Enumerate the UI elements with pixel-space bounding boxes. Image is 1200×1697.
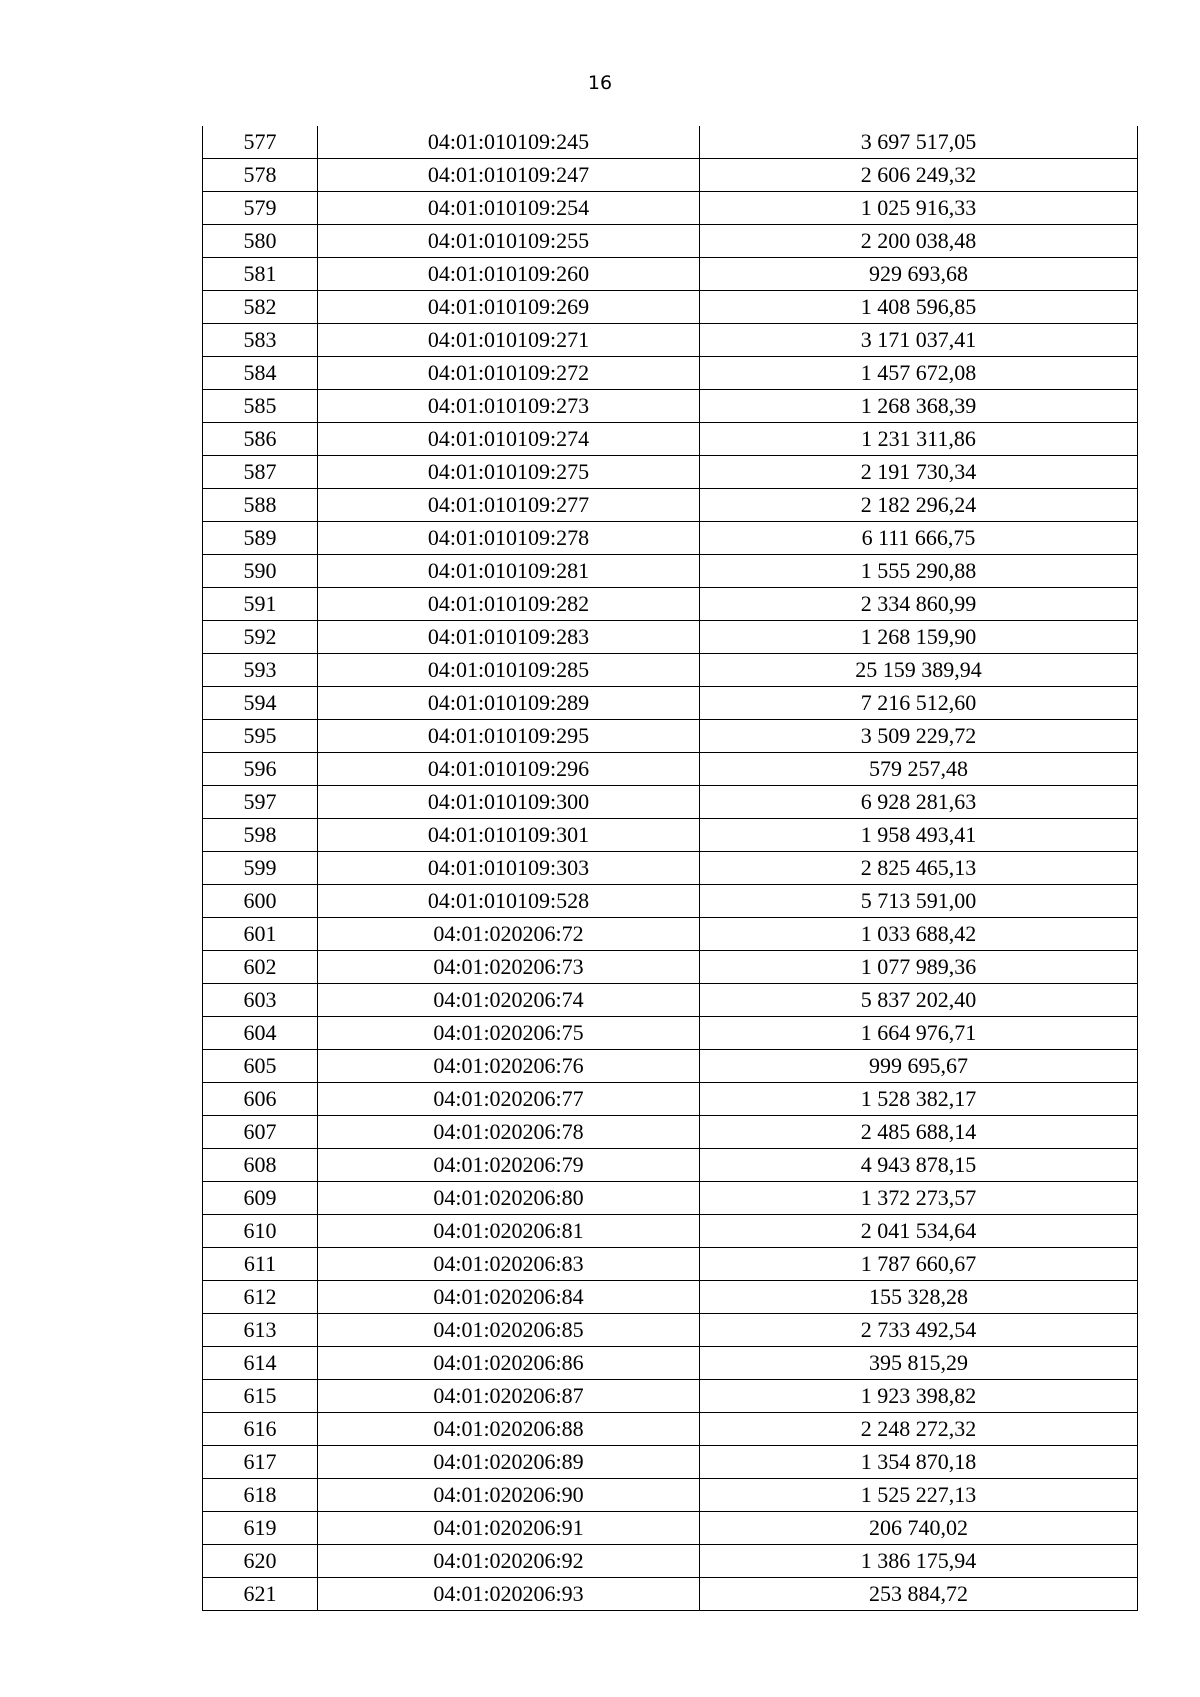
cadastral-number-cell: 04:01:010109:275 <box>318 456 700 489</box>
table-row <box>203 753 1138 786</box>
row-number-cell: 590 <box>203 555 318 588</box>
table-row <box>203 324 1138 357</box>
cadastral-number-cell: 04:01:020206:85 <box>318 1314 700 1347</box>
cadastral-number-cell: 04:01:020206:74 <box>318 984 700 1017</box>
cadastral-number-cell: 04:01:020206:81 <box>318 1215 700 1248</box>
value-cell: 1 923 398,82 <box>700 1380 1138 1413</box>
value-cell: 929 693,68 <box>700 258 1138 291</box>
row-number-cell: 599 <box>203 852 318 885</box>
cadastral-number-cell: 04:01:010109:301 <box>318 819 700 852</box>
row-number-cell: 585 <box>203 390 318 423</box>
cadastral-number-cell: 04:01:010109:528 <box>318 885 700 918</box>
cadastral-number-cell: 04:01:020206:92 <box>318 1545 700 1578</box>
cadastral-number-cell: 04:01:020206:93 <box>318 1578 700 1611</box>
value-cell: 5 713 591,00 <box>700 885 1138 918</box>
table-row <box>203 621 1138 654</box>
value-cell: 2 182 296,24 <box>700 489 1138 522</box>
cadastral-number-cell: 04:01:010109:295 <box>318 720 700 753</box>
value-cell: 1 386 175,94 <box>700 1545 1138 1578</box>
row-number-cell: 615 <box>203 1380 318 1413</box>
cadastral-number-cell: 04:01:010109:285 <box>318 654 700 687</box>
value-cell: 2 485 688,14 <box>700 1116 1138 1149</box>
value-cell: 206 740,02 <box>700 1512 1138 1545</box>
value-cell: 155 328,28 <box>700 1281 1138 1314</box>
row-number-cell: 583 <box>203 324 318 357</box>
cadastral-number-cell: 04:01:010109:281 <box>318 555 700 588</box>
cadastral-number-cell: 04:01:020206:73 <box>318 951 700 984</box>
table-row <box>203 1281 1138 1314</box>
table-row <box>203 1149 1138 1182</box>
page-number: 16 <box>587 72 613 94</box>
row-number-cell: 619 <box>203 1512 318 1545</box>
table-row <box>203 1413 1138 1446</box>
cadastral-number-cell: 04:01:020206:84 <box>318 1281 700 1314</box>
cadastral-number-cell: 04:01:020206:75 <box>318 1017 700 1050</box>
value-cell: 6 928 281,63 <box>700 786 1138 819</box>
table-row <box>203 1545 1138 1578</box>
table-row <box>203 192 1138 225</box>
value-cell: 1 077 989,36 <box>700 951 1138 984</box>
value-cell: 579 257,48 <box>700 753 1138 786</box>
cadastral-number-cell: 04:01:020206:76 <box>318 1050 700 1083</box>
cadastral-number-cell: 04:01:010109:300 <box>318 786 700 819</box>
value-cell: 2 334 860,99 <box>700 588 1138 621</box>
table-row <box>203 159 1138 192</box>
value-cell: 1 354 870,18 <box>700 1446 1138 1479</box>
value-cell: 2 191 730,34 <box>700 456 1138 489</box>
value-cell: 2 248 272,32 <box>700 1413 1138 1446</box>
table-row <box>203 291 1138 324</box>
row-number-cell: 616 <box>203 1413 318 1446</box>
table-row <box>203 456 1138 489</box>
row-number-cell: 579 <box>203 192 318 225</box>
cadastral-number-cell: 04:01:010109:260 <box>318 258 700 291</box>
table-row <box>203 258 1138 291</box>
row-number-cell: 602 <box>203 951 318 984</box>
value-cell: 7 216 512,60 <box>700 687 1138 720</box>
value-cell: 1 555 290,88 <box>700 555 1138 588</box>
value-cell: 1 372 273,57 <box>700 1182 1138 1215</box>
table-row <box>203 852 1138 885</box>
row-number-cell: 598 <box>203 819 318 852</box>
row-number-cell: 580 <box>203 225 318 258</box>
row-number-cell: 581 <box>203 258 318 291</box>
value-cell: 1 664 976,71 <box>700 1017 1138 1050</box>
table-row <box>203 555 1138 588</box>
cadastral-number-cell: 04:01:010109:245 <box>318 126 700 159</box>
row-number-cell: 597 <box>203 786 318 819</box>
value-cell: 2 200 038,48 <box>700 225 1138 258</box>
table-row <box>203 1314 1138 1347</box>
table-row <box>203 1479 1138 1512</box>
row-number-cell: 613 <box>203 1314 318 1347</box>
row-number-cell: 621 <box>203 1578 318 1611</box>
table-row <box>203 720 1138 753</box>
cadastral-number-cell: 04:01:010109:278 <box>318 522 700 555</box>
row-number-cell: 614 <box>203 1347 318 1380</box>
cadastral-number-cell: 04:01:010109:269 <box>318 291 700 324</box>
cadastral-number-cell: 04:01:010109:255 <box>318 225 700 258</box>
value-cell: 1 268 368,39 <box>700 390 1138 423</box>
row-number-cell: 609 <box>203 1182 318 1215</box>
cadastral-number-cell: 04:01:020206:83 <box>318 1248 700 1281</box>
cadastral-number-cell: 04:01:010109:274 <box>318 423 700 456</box>
row-number-cell: 593 <box>203 654 318 687</box>
cadastral-number-cell: 04:01:020206:86 <box>318 1347 700 1380</box>
row-number-cell: 611 <box>203 1248 318 1281</box>
value-cell: 2 733 492,54 <box>700 1314 1138 1347</box>
table-row <box>203 225 1138 258</box>
value-cell: 3 697 517,05 <box>700 126 1138 159</box>
table-row <box>203 1512 1138 1545</box>
value-cell: 1 525 227,13 <box>700 1479 1138 1512</box>
row-number-cell: 582 <box>203 291 318 324</box>
row-number-cell: 594 <box>203 687 318 720</box>
value-cell: 1 787 660,67 <box>700 1248 1138 1281</box>
table-row <box>203 1017 1138 1050</box>
cadastral-number-cell: 04:01:010109:303 <box>318 852 700 885</box>
row-number-cell: 620 <box>203 1545 318 1578</box>
value-cell: 1 268 159,90 <box>700 621 1138 654</box>
cadastral-number-cell: 04:01:020206:72 <box>318 918 700 951</box>
value-cell: 2 825 465,13 <box>700 852 1138 885</box>
table-row <box>203 1248 1138 1281</box>
table-row <box>203 126 1138 159</box>
cadastral-number-cell: 04:01:010109:273 <box>318 390 700 423</box>
table-row <box>203 918 1138 951</box>
table-row <box>203 357 1138 390</box>
table-body <box>203 126 1138 1611</box>
value-cell: 2 041 534,64 <box>700 1215 1138 1248</box>
cadastral-number-cell: 04:01:020206:90 <box>318 1479 700 1512</box>
cadastral-number-cell: 04:01:010109:289 <box>318 687 700 720</box>
row-number-cell: 596 <box>203 753 318 786</box>
table-row <box>203 1182 1138 1215</box>
table-row <box>203 654 1138 687</box>
row-number-cell: 604 <box>203 1017 318 1050</box>
row-number-cell: 591 <box>203 588 318 621</box>
row-number-cell: 605 <box>203 1050 318 1083</box>
value-cell: 395 815,29 <box>700 1347 1138 1380</box>
value-cell: 1 457 672,08 <box>700 357 1138 390</box>
row-number-cell: 610 <box>203 1215 318 1248</box>
value-cell: 4 943 878,15 <box>700 1149 1138 1182</box>
table-row <box>203 390 1138 423</box>
value-cell: 1 231 311,86 <box>700 423 1138 456</box>
table-row <box>203 951 1138 984</box>
value-cell: 6 111 666,75 <box>700 522 1138 555</box>
cadastral-number-cell: 04:01:020206:77 <box>318 1083 700 1116</box>
cadastral-number-cell: 04:01:010109:277 <box>318 489 700 522</box>
cadastral-number-cell: 04:01:020206:88 <box>318 1413 700 1446</box>
table-row <box>203 1578 1138 1611</box>
row-number-cell: 603 <box>203 984 318 1017</box>
cadastral-number-cell: 04:01:010109:283 <box>318 621 700 654</box>
value-cell: 1 528 382,17 <box>700 1083 1138 1116</box>
value-cell: 25 159 389,94 <box>700 654 1138 687</box>
value-cell: 3 509 229,72 <box>700 720 1138 753</box>
row-number-cell: 588 <box>203 489 318 522</box>
value-cell: 5 837 202,40 <box>700 984 1138 1017</box>
value-cell: 3 171 037,41 <box>700 324 1138 357</box>
cadastral-number-cell: 04:01:010109:247 <box>318 159 700 192</box>
table-row <box>203 1083 1138 1116</box>
table-row <box>203 819 1138 852</box>
row-number-cell: 577 <box>203 126 318 159</box>
row-number-cell: 608 <box>203 1149 318 1182</box>
value-cell: 999 695,67 <box>700 1050 1138 1083</box>
row-number-cell: 578 <box>203 159 318 192</box>
value-cell: 1 025 916,33 <box>700 192 1138 225</box>
table-row <box>203 1446 1138 1479</box>
row-number-cell: 587 <box>203 456 318 489</box>
table-row <box>203 984 1138 1017</box>
cadastral-number-cell: 04:01:020206:91 <box>318 1512 700 1545</box>
value-cell: 1 958 493,41 <box>700 819 1138 852</box>
table-row <box>203 1215 1138 1248</box>
value-cell: 253 884,72 <box>700 1578 1138 1611</box>
cadastral-number-cell: 04:01:010109:271 <box>318 324 700 357</box>
row-number-cell: 606 <box>203 1083 318 1116</box>
table-row <box>203 786 1138 819</box>
row-number-cell: 592 <box>203 621 318 654</box>
row-number-cell: 586 <box>203 423 318 456</box>
cadastral-number-cell: 04:01:010109:296 <box>318 753 700 786</box>
cadastral-value-table <box>202 126 1138 1611</box>
cadastral-number-cell: 04:01:020206:80 <box>318 1182 700 1215</box>
cadastral-number-cell: 04:01:020206:79 <box>318 1149 700 1182</box>
row-number-cell: 589 <box>203 522 318 555</box>
row-number-cell: 584 <box>203 357 318 390</box>
table-row <box>203 522 1138 555</box>
table-row <box>203 1380 1138 1413</box>
cadastral-number-cell: 04:01:010109:272 <box>318 357 700 390</box>
cadastral-number-cell: 04:01:010109:254 <box>318 192 700 225</box>
row-number-cell: 607 <box>203 1116 318 1149</box>
table-row <box>203 423 1138 456</box>
cadastral-number-cell: 04:01:010109:282 <box>318 588 700 621</box>
cadastral-number-cell: 04:01:020206:87 <box>318 1380 700 1413</box>
row-number-cell: 617 <box>203 1446 318 1479</box>
row-number-cell: 612 <box>203 1281 318 1314</box>
cadastral-number-cell: 04:01:020206:78 <box>318 1116 700 1149</box>
table-row <box>203 1347 1138 1380</box>
row-number-cell: 618 <box>203 1479 318 1512</box>
value-cell: 1 033 688,42 <box>700 918 1138 951</box>
row-number-cell: 601 <box>203 918 318 951</box>
value-cell: 2 606 249,32 <box>700 159 1138 192</box>
table-row <box>203 1050 1138 1083</box>
table-row <box>203 489 1138 522</box>
table-row <box>203 1116 1138 1149</box>
row-number-cell: 600 <box>203 885 318 918</box>
table-row <box>203 588 1138 621</box>
row-number-cell: 595 <box>203 720 318 753</box>
cadastral-number-cell: 04:01:020206:89 <box>318 1446 700 1479</box>
table-row <box>203 885 1138 918</box>
table-row <box>203 687 1138 720</box>
value-cell: 1 408 596,85 <box>700 291 1138 324</box>
